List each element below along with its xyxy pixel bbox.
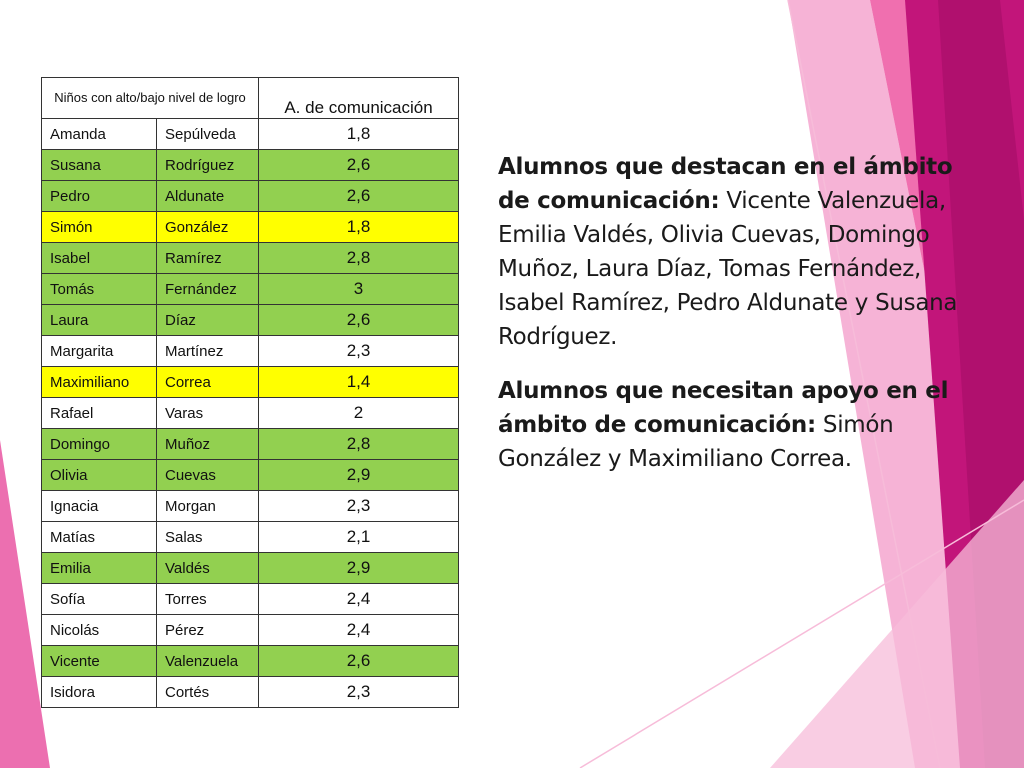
first-name-cell: Olivia — [42, 460, 157, 491]
table-row — [42, 429, 459, 460]
first-name-cell: Maximiliano — [42, 367, 157, 398]
table-body — [42, 119, 459, 708]
table-row — [42, 119, 459, 150]
last-name-cell: González — [157, 212, 259, 243]
table-row — [42, 553, 459, 584]
table-row — [42, 460, 459, 491]
first-name-cell: Nicolás — [42, 615, 157, 646]
table-row — [42, 398, 459, 429]
table-row — [42, 181, 459, 212]
header-group: Niños con alto/bajo nivel de logro — [42, 78, 259, 119]
score-cell: 2,8 — [259, 429, 459, 460]
support-names: Simón González y Maximiliano Correa. — [498, 412, 894, 472]
last-name-cell: Muñoz — [157, 429, 259, 460]
first-name-cell: Laura — [42, 305, 157, 336]
first-name-cell: Rafael — [42, 398, 157, 429]
last-name-cell: Ramírez — [157, 243, 259, 274]
table-row — [42, 522, 459, 553]
highlight-lead: Alumnos que destacan en el ámbito de comunicación: — [498, 154, 953, 214]
score-cell: 1,4 — [259, 367, 459, 398]
score-cell: 2,8 — [259, 243, 459, 274]
last-name-cell: Salas — [157, 522, 259, 553]
last-name-cell: Cortés — [157, 677, 259, 708]
table-row — [42, 336, 459, 367]
score-cell: 2,6 — [259, 305, 459, 336]
score-cell: 2,6 — [259, 181, 459, 212]
score-cell: 2 — [259, 398, 459, 429]
last-name-cell: Morgan — [157, 491, 259, 522]
achievement-table — [41, 77, 459, 708]
table-row — [42, 491, 459, 522]
score-cell: 2,4 — [259, 615, 459, 646]
first-name-cell: Isidora — [42, 677, 157, 708]
highlight-names: Vicente Valenzuela, Emilia Valdés, Olivia Cuevas, Domingo Muñoz, Laura Díaz, Tomas Fernández, Isabel Ramírez, Pedro Aldunate y Susana Rodríguez. — [498, 188, 958, 350]
score-cell: 2,9 — [259, 553, 459, 584]
last-name-cell: Valenzuela — [157, 646, 259, 677]
header-score: A. de comunicación — [259, 78, 459, 119]
first-name-cell: Vicente — [42, 646, 157, 677]
score-cell: 3 — [259, 274, 459, 305]
summary-text — [498, 150, 978, 496]
last-name-cell: Sepúlveda — [157, 119, 259, 150]
score-cell: 2,6 — [259, 646, 459, 677]
first-name-cell: Ignacia — [42, 491, 157, 522]
last-name-cell: Martínez — [157, 336, 259, 367]
score-cell: 2,6 — [259, 150, 459, 181]
support-paragraph — [498, 374, 978, 476]
last-name-cell: Varas — [157, 398, 259, 429]
last-name-cell: Rodríguez — [157, 150, 259, 181]
table-row — [42, 305, 459, 336]
score-cell: 2,3 — [259, 677, 459, 708]
first-name-cell: Margarita — [42, 336, 157, 367]
table-row — [42, 243, 459, 274]
support-lead: Alumnos que necesitan apoyo en el ámbito de comunicación: — [498, 378, 949, 438]
last-name-cell: Valdés — [157, 553, 259, 584]
first-name-cell: Tomás — [42, 274, 157, 305]
first-name-cell: Pedro — [42, 181, 157, 212]
table-row — [42, 615, 459, 646]
last-name-cell: Aldunate — [157, 181, 259, 212]
last-name-cell: Pérez — [157, 615, 259, 646]
first-name-cell: Emilia — [42, 553, 157, 584]
last-name-cell: Correa — [157, 367, 259, 398]
table-row — [42, 677, 459, 708]
table-row — [42, 584, 459, 615]
first-name-cell: Domingo — [42, 429, 157, 460]
first-name-cell: Sofía — [42, 584, 157, 615]
score-cell: 2,4 — [259, 584, 459, 615]
first-name-cell: Susana — [42, 150, 157, 181]
first-name-cell: Isabel — [42, 243, 157, 274]
first-name-cell: Matías — [42, 522, 157, 553]
last-name-cell: Cuevas — [157, 460, 259, 491]
last-name-cell: Díaz — [157, 305, 259, 336]
first-name-cell: Amanda — [42, 119, 157, 150]
table-row — [42, 150, 459, 181]
score-cell: 2,3 — [259, 336, 459, 367]
table-row — [42, 646, 459, 677]
score-cell: 2,1 — [259, 522, 459, 553]
table-row — [42, 212, 459, 243]
first-name-cell: Simón — [42, 212, 157, 243]
table-row — [42, 274, 459, 305]
score-cell: 1,8 — [259, 119, 459, 150]
score-cell: 1,8 — [259, 212, 459, 243]
last-name-cell: Fernández — [157, 274, 259, 305]
highlight-paragraph — [498, 150, 978, 354]
table-row — [42, 367, 459, 398]
score-cell: 2,3 — [259, 491, 459, 522]
last-name-cell: Torres — [157, 584, 259, 615]
table-header-row — [42, 78, 459, 119]
score-cell: 2,9 — [259, 460, 459, 491]
